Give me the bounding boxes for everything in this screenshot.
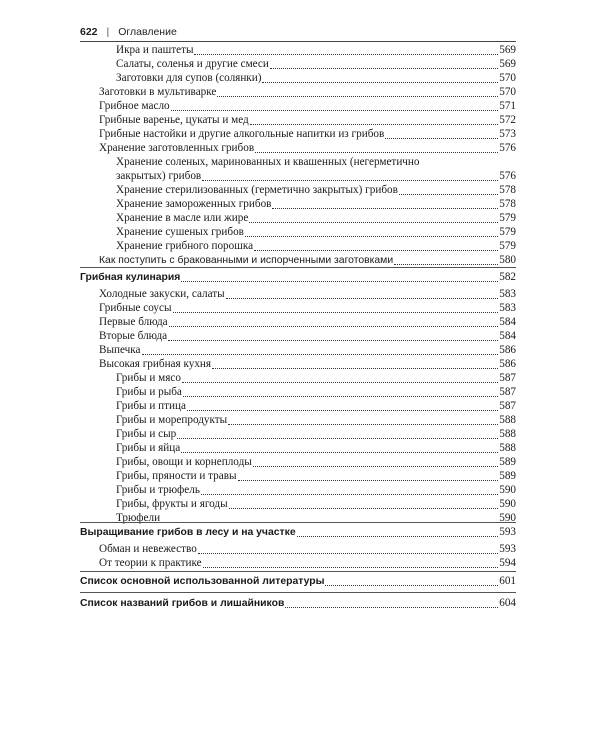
toc-entry: Выпечка 586 xyxy=(99,344,516,356)
toc-entry: Хранение стерилизованных (герметично закрытых) грибов 578 xyxy=(116,184,516,196)
toc-entry: Грибы, фрукты и ягоды 590 xyxy=(116,498,516,510)
toc-entry: Грибы, овощи и корнеплоды 589 xyxy=(116,456,516,468)
toc-entry: Первые блюда 584 xyxy=(99,316,516,328)
toc-entry: Хранение грибного порошка 579 xyxy=(116,240,516,252)
toc-entry: Холодные закуски, салаты 583 xyxy=(99,288,516,300)
page-number: 622 xyxy=(80,26,98,38)
toc-entry: закрытых) грибов 576 xyxy=(116,170,516,182)
toc-entry: Обман и невежество 593 xyxy=(99,543,516,555)
toc-entry: Вторые блюда 584 xyxy=(99,330,516,342)
toc-entry: От теории к практике 594 xyxy=(99,557,516,569)
toc-entry: Грибы и сыр 588 xyxy=(116,428,516,440)
toc-entry: Высокая грибная кухня 586 xyxy=(99,358,516,370)
toc-entry: Как поступить с бракованными и испорченными заготовками 580 xyxy=(99,254,516,266)
toc-entry: Икра и паштеты 569 xyxy=(116,44,516,56)
section-rule xyxy=(80,571,516,572)
toc-entry: Хранение замороженных грибов 578 xyxy=(116,198,516,210)
toc-entry: Грибные варенье, цукаты и мед 572 xyxy=(99,114,516,126)
running-header xyxy=(80,24,516,40)
toc-entry: Грибы и рыба 587 xyxy=(116,386,516,398)
header-rule xyxy=(80,41,516,42)
toc-entry: Грибное масло 571 xyxy=(99,100,516,112)
toc-chapter: Список названий грибов и лишайников 604 xyxy=(80,597,516,609)
toc-chapter: Список основной использованной литературы 601 xyxy=(80,575,516,587)
toc-entry-line: Хранение соленых, маринованных и квашенных (негерметично xyxy=(116,156,420,168)
toc-entry: Грибы, пряности и травы 589 xyxy=(116,470,516,482)
toc-entry: Заготовки для супов (солянки) 570 xyxy=(116,72,516,84)
toc-entry: Грибы и мясо 587 xyxy=(116,372,516,384)
toc-entry: Хранение сушеных грибов 579 xyxy=(116,226,516,238)
toc-entry: Грибы и морепродукты 588 xyxy=(116,414,516,426)
toc-entry: Хранение в масле или жире 579 xyxy=(116,212,516,224)
toc-entry: Грибы и трюфель 590 xyxy=(116,484,516,496)
section-rule xyxy=(80,522,516,523)
toc-entry: Грибы и птица 587 xyxy=(116,400,516,412)
header-title: Оглавление xyxy=(118,26,177,38)
toc-entry: Трюфели 590 xyxy=(116,512,516,524)
toc-entry: Хранение заготовленных грибов 576 xyxy=(99,142,516,154)
toc-entry: Грибы и яйца 588 xyxy=(116,442,516,454)
toc-chapter: Выращивание грибов в лесу и на участке 593 xyxy=(80,526,516,538)
header-separator: | xyxy=(106,26,110,38)
toc-entry: Заготовки в мультиварке 570 xyxy=(99,86,516,98)
toc-entry: Салаты, соленья и другие смеси 569 xyxy=(116,58,516,70)
section-rule xyxy=(80,267,516,268)
toc-entry: Грибные соусы 583 xyxy=(99,302,516,314)
toc-entry: Грибные настойки и другие алкогольные напитки из грибов 573 xyxy=(99,128,516,140)
section-rule xyxy=(80,592,516,593)
toc-chapter: Грибная кулинария 582 xyxy=(80,271,516,283)
